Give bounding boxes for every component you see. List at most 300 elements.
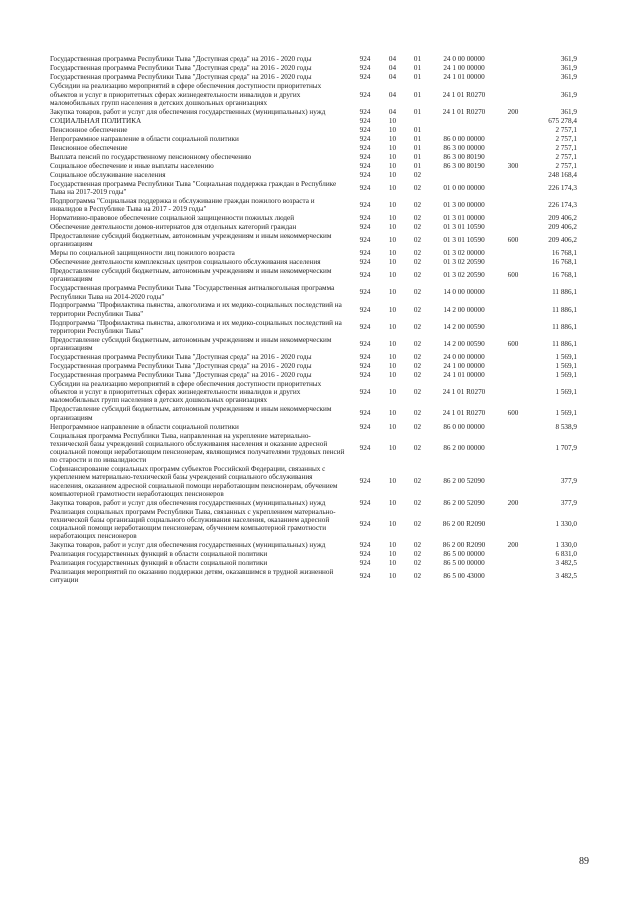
row-amount: 1 569,1	[555, 409, 577, 418]
row-section-code: 04	[388, 90, 397, 99]
row-amount: 2 757,1	[555, 161, 577, 170]
row-expense-type	[498, 214, 528, 223]
row-target-article: 86 3 00 80190	[443, 161, 485, 170]
row-subsection-code: 02	[413, 236, 422, 245]
row-target-article: 01 3 01 10590	[443, 222, 485, 231]
row-expense-type	[498, 301, 528, 318]
row-target-article	[430, 116, 498, 125]
row-target-article: 24 1 00 00000	[443, 64, 485, 73]
row-amount: 1 330,0	[555, 541, 577, 550]
row-section-code: 04	[388, 55, 397, 64]
row-name: Обеспечение деятельности домов-интернатов для отдельных категорий граждан	[50, 222, 297, 231]
row-section-code: 10	[388, 161, 397, 170]
budget-table-body	[50, 55, 605, 585]
row-ved-code: 924	[359, 90, 371, 99]
row-expense-type	[498, 125, 528, 134]
row-subsection-code: 02	[413, 258, 422, 267]
table-row	[50, 223, 605, 232]
row-name: Пенсионное обеспечение	[50, 125, 128, 134]
table-row	[50, 568, 605, 585]
row-expense-type: 200	[507, 107, 519, 116]
row-expense-type: 600	[507, 339, 519, 348]
row-name: Закупка товаров, работ и услуг для обеспечения государственных (муниципальных) нужд	[50, 498, 326, 507]
row-name: Непрограммное направление в области социальной политики	[50, 134, 239, 143]
page-number: 89	[579, 856, 589, 867]
row-subsection-code: 02	[413, 213, 422, 222]
row-expense-type: 300	[507, 161, 519, 170]
row-ved-code: 924	[359, 152, 371, 161]
row-expense-type	[498, 143, 528, 152]
row-section-code: 10	[388, 572, 397, 581]
table-row	[50, 267, 605, 284]
row-expense-type	[498, 134, 528, 143]
row-subsection-code: 02	[413, 183, 422, 192]
row-ved-code: 924	[359, 371, 371, 380]
row-ved-code: 924	[359, 339, 371, 348]
row-ved-code: 924	[359, 107, 371, 116]
row-ved-code: 924	[359, 322, 371, 331]
row-expense-type	[498, 196, 528, 213]
row-section-code: 10	[388, 213, 397, 222]
row-expense-type	[498, 431, 528, 465]
row-name: Нормативно-правовое обеспечение социальной защищенности пожилых людей	[50, 213, 295, 222]
row-target-article: 01 0 00 00000	[443, 183, 485, 192]
row-target-article: 14 2 00 00590	[443, 322, 485, 331]
row-subsection-code: 02	[413, 550, 422, 559]
row-ved-code: 924	[359, 362, 371, 371]
row-ved-code: 924	[359, 550, 371, 559]
row-ved-code: 924	[359, 559, 371, 568]
row-expense-type: 600	[507, 409, 519, 418]
row-ved-code: 924	[359, 249, 371, 258]
row-amount: 16 768,1	[551, 249, 577, 258]
row-name: Реализация мероприятий по оказанию поддержки детям, оказавшимся в трудной жизненной ситуации	[50, 568, 334, 585]
row-amount: 3 482,5	[555, 559, 577, 568]
row-section-code: 10	[388, 353, 397, 362]
row-amount: 361,9	[560, 55, 577, 64]
row-subsection-code: 02	[413, 305, 422, 314]
row-name: Государственная программа Республики Тыва "Доступная среда" на 2016 - 2020 годы	[50, 362, 312, 371]
row-subsection-code: 01	[413, 64, 422, 73]
row-target-article: 86 2 00 R2090	[442, 541, 486, 550]
row-target-article	[430, 170, 498, 179]
row-ved-code: 924	[359, 125, 371, 134]
row-name: Социальное обслуживание населения	[50, 170, 166, 179]
row-section-code: 10	[388, 550, 397, 559]
row-name: Реализация социальных программ Республики Тыва, связанных с укреплением материально-технической базы организаций социального обслуживания населения, оказанием адресной социальной помощи неработающим пенсионерам, обучением компьютерной грамотности неработающих пенсионеров	[50, 507, 336, 541]
row-section-code: 10	[388, 559, 397, 568]
row-name: Субсидии на реализацию мероприятий в сфере обеспечения доступности приоритетных объектов и услуг в приоритетных сферах жизнедеятельности инвалидов и других маломобильных групп населения в детских дошкольных организациях	[50, 380, 322, 405]
table-row	[50, 431, 605, 465]
row-target-article: 24 0 00 00000	[443, 55, 485, 64]
row-target-article: 86 3 00 00000	[443, 143, 485, 152]
table-row	[50, 335, 605, 352]
row-subsection-code: 02	[413, 322, 422, 331]
row-amount: 11 886,1	[552, 288, 577, 297]
row-target-article: 86 2 00 R2090	[442, 520, 486, 529]
row-section-code: 10	[388, 236, 397, 245]
row-name: Государственная программа Республики Тыва "Доступная среда" на 2016 - 2020 годы	[50, 55, 312, 64]
row-amount: 1 569,1	[555, 371, 577, 380]
row-subsection-code: 01	[413, 107, 422, 116]
row-target-article	[430, 125, 498, 134]
row-section-code: 04	[388, 64, 397, 73]
table-row	[50, 362, 605, 371]
row-ved-code: 924	[359, 55, 371, 64]
row-amount: 1 569,1	[555, 362, 577, 371]
row-target-article: 14 0 00 00000	[443, 288, 485, 297]
row-section-code: 10	[388, 271, 397, 280]
row-ved-code: 924	[359, 258, 371, 267]
row-ved-code: 924	[359, 64, 371, 73]
table-row	[50, 301, 605, 318]
row-section-code: 10	[388, 422, 397, 431]
row-name: Государственная программа Республики Тыва "Доступная среда" на 2016 - 2020 годы	[50, 371, 312, 380]
row-subsection-code: 01	[413, 134, 422, 143]
row-section-code: 10	[388, 322, 397, 331]
row-section-code: 10	[388, 371, 397, 380]
row-ved-code: 924	[359, 116, 371, 125]
table-row	[50, 507, 605, 541]
row-amount: 8 538,9	[555, 422, 577, 431]
row-name: Социальное обеспечение и иные выплаты населению	[50, 161, 214, 170]
row-amount: 3 482,5	[555, 572, 577, 581]
row-name: Непрограммное направление в области социальной политики	[50, 422, 239, 431]
row-expense-type: 600	[507, 271, 519, 280]
row-subsection-code: 01	[413, 73, 422, 82]
row-amount: 377,9	[560, 498, 577, 507]
row-name: Предоставление субсидий бюджетным, автономным учреждениям и иным некоммерческим организациям	[50, 335, 332, 353]
table-row	[50, 214, 605, 223]
row-amount: 11 886,1	[552, 305, 577, 314]
row-subsection-code: 02	[413, 388, 422, 397]
row-amount: 2 757,1	[555, 125, 577, 134]
row-subsection-code: 01	[413, 90, 422, 99]
row-amount: 11 886,1	[552, 322, 577, 331]
row-name: Государственная программа Республики Тыва "Доступная среда" на 2016 - 2020 годы	[50, 73, 312, 82]
row-expense-type	[498, 353, 528, 362]
row-expense-type	[498, 258, 528, 267]
row-amount: 361,9	[560, 64, 577, 73]
row-name: Предоставление субсидий бюджетным, автономным учреждениям и иным некоммерческим организациям	[50, 231, 332, 249]
row-section-code: 10	[388, 170, 397, 179]
row-ved-code: 924	[359, 200, 371, 209]
row-name: Софинансирование социальных программ субъектов Российской Федерации, связанных с укреплением материально-технической базы учреждений социального обслуживания населения, оказанием адресной социальной помощи неработающим пенсионерам, обучением компьютерной грамотности неработающих пенсионеров	[50, 465, 338, 498]
row-target-article: 86 5 00 43000	[443, 572, 485, 581]
table-row	[50, 353, 605, 362]
row-section-code: 10	[388, 288, 397, 297]
row-ved-code: 924	[359, 388, 371, 397]
row-amount: 361,9	[560, 107, 577, 116]
table-row	[50, 179, 605, 196]
row-expense-type	[498, 284, 528, 301]
row-expense-type	[498, 55, 528, 64]
table-row	[50, 107, 605, 116]
row-amount: 675 278,4	[548, 116, 577, 125]
row-ved-code: 924	[359, 541, 371, 550]
row-section-code: 10	[388, 258, 397, 267]
row-amount: 2 757,1	[555, 143, 577, 152]
row-target-article: 01 3 02 20590	[443, 258, 485, 267]
row-name: Реализация государственных функций в области социальной политики	[50, 550, 268, 559]
row-amount: 226 174,3	[548, 200, 577, 209]
row-ved-code: 924	[359, 443, 371, 452]
row-subsection-code: 02	[413, 572, 422, 581]
row-expense-type	[498, 170, 528, 179]
row-name: Государственная программа Республики Тыва "Социальная поддержка граждан в Республике Тыва на 2017-2019 годы"	[50, 179, 337, 196]
row-amount: 2 757,1	[555, 152, 577, 161]
row-expense-type	[498, 318, 528, 335]
row-expense-type	[498, 73, 528, 82]
table-row	[50, 73, 605, 82]
row-section-code: 04	[388, 73, 397, 82]
row-name: Подпрограмма "Профилактика пьянства, алкоголизма и их медико-социальных последствий на территории Республики Тыва"	[50, 301, 342, 318]
row-section-code: 10	[388, 143, 397, 152]
table-row	[50, 465, 605, 499]
table-row	[50, 258, 605, 267]
table-row	[50, 550, 605, 559]
row-ved-code: 924	[359, 143, 371, 152]
table-row	[50, 422, 605, 431]
row-expense-type	[498, 249, 528, 258]
row-subsection-code: 01	[413, 55, 422, 64]
row-ved-code: 924	[359, 409, 371, 418]
table-row	[50, 405, 605, 422]
row-ved-code: 924	[359, 305, 371, 314]
row-amount: 209 406,2	[548, 222, 577, 231]
row-expense-type	[498, 152, 528, 161]
row-amount: 226 174,3	[548, 183, 577, 192]
row-subsection-code: 02	[413, 541, 422, 550]
row-section-code: 04	[388, 107, 397, 116]
row-target-article: 01 3 01 10590	[443, 236, 485, 245]
table-row	[50, 64, 605, 73]
table-row	[50, 541, 605, 550]
row-amount: 1 569,1	[555, 388, 577, 397]
table-row	[50, 232, 605, 249]
row-target-article: 86 2 00 52090	[443, 498, 485, 507]
row-section-code: 10	[388, 520, 397, 529]
row-name: Субсидии на реализацию мероприятий в сфере обеспечения доступности приоритетных объектов и услуг в приоритетных сферах жизнедеятельности инвалидов и других маломобильных групп населения в детских дошкольных организациях	[50, 82, 322, 107]
row-name: Меры по социальной защищенности лиц пожилого возраста	[50, 249, 235, 258]
row-amount: 16 768,1	[551, 271, 577, 280]
table-row	[50, 116, 605, 125]
row-target-article: 24 1 01 R0270	[442, 409, 486, 418]
row-section-code: 10	[388, 249, 397, 258]
row-ved-code: 924	[359, 170, 371, 179]
row-ved-code: 924	[359, 222, 371, 231]
row-section-code: 10	[388, 477, 397, 486]
row-target-article: 24 1 01 R0270	[442, 107, 486, 116]
row-section-code: 10	[388, 339, 397, 348]
table-row	[50, 170, 605, 179]
row-section-code: 10	[388, 125, 397, 134]
row-target-article: 01 3 01 00000	[443, 213, 485, 222]
table-row	[50, 371, 605, 380]
budget-table	[50, 55, 605, 585]
row-ved-code: 924	[359, 422, 371, 431]
row-name: Социальная программа Республики Тыва, направленная на укрепление материально-технической базы учреждений социального обслуживания населения и оказание адресной социальной помощи неработающим пенсионерам, являющимся получателями трудовых пенсий по старости и по инвалидности	[50, 431, 345, 465]
row-expense-type	[498, 422, 528, 431]
row-section-code: 10	[388, 222, 397, 231]
row-target-article: 01 3 02 20590	[443, 271, 485, 280]
row-section-code: 10	[388, 305, 397, 314]
row-name: Государственная программа Республики Тыва "Государственная антиалкогольная программа Республики Тыва на 2014-2020 годы"	[50, 284, 335, 301]
table-row	[50, 134, 605, 143]
table-row	[50, 318, 605, 335]
table-row	[50, 55, 605, 64]
row-ved-code: 924	[359, 161, 371, 170]
row-amount: 1 330,0	[555, 520, 577, 529]
row-expense-type	[498, 380, 528, 405]
row-subsection-code: 01	[413, 143, 422, 152]
row-amount: 361,9	[560, 90, 577, 99]
row-target-article: 24 1 00 00000	[443, 362, 485, 371]
row-subsection-code	[405, 116, 430, 125]
row-name: Реализация государственных функций в области социальной политики	[50, 559, 268, 568]
row-subsection-code: 01	[413, 152, 422, 161]
row-subsection-code: 02	[413, 443, 422, 452]
table-row	[50, 380, 605, 405]
row-subsection-code: 02	[413, 288, 422, 297]
table-row	[50, 284, 605, 301]
row-ved-code: 924	[359, 271, 371, 280]
row-ved-code: 924	[359, 236, 371, 245]
row-ved-code: 924	[359, 183, 371, 192]
row-target-article: 24 1 01 R0270	[442, 90, 486, 99]
row-expense-type	[498, 465, 528, 499]
row-amount: 1 569,1	[555, 353, 577, 362]
table-row	[50, 161, 605, 170]
row-target-article: 01 3 02 00000	[443, 249, 485, 258]
row-expense-type	[498, 116, 528, 125]
table-row	[50, 82, 605, 107]
row-target-article: 86 3 00 80190	[443, 152, 485, 161]
row-target-article: 86 5 00 00000	[443, 550, 485, 559]
row-subsection-code: 02	[413, 353, 422, 362]
row-subsection-code: 02	[413, 339, 422, 348]
row-amount: 361,9	[560, 73, 577, 82]
row-subsection-code: 02	[413, 371, 422, 380]
row-target-article: 86 2 00 00000	[443, 443, 485, 452]
row-target-article: 86 5 00 00000	[443, 559, 485, 568]
row-name: Предоставление субсидий бюджетным, автономным учреждениям и иным некоммерческим организациям	[50, 267, 332, 284]
row-target-article: 86 0 00 00000	[443, 134, 485, 143]
row-section-code: 10	[388, 134, 397, 143]
row-expense-type	[498, 362, 528, 371]
row-section-code: 10	[388, 388, 397, 397]
row-amount: 2 757,1	[555, 134, 577, 143]
row-amount: 6 831,0	[555, 550, 577, 559]
row-expense-type: 200	[507, 541, 519, 550]
row-expense-type	[498, 559, 528, 568]
table-row	[50, 125, 605, 134]
row-name: Пенсионное обеспечение	[50, 143, 128, 152]
row-target-article: 24 1 01 R0270	[442, 388, 486, 397]
row-ved-code: 924	[359, 73, 371, 82]
row-expense-type	[498, 371, 528, 380]
table-row	[50, 559, 605, 568]
row-target-article: 24 1 01 00000	[443, 73, 485, 82]
row-section-code: 10	[388, 116, 397, 125]
row-expense-type	[498, 64, 528, 73]
row-ved-code: 924	[359, 213, 371, 222]
table-row	[50, 196, 605, 213]
row-ved-code: 924	[359, 288, 371, 297]
row-subsection-code: 02	[413, 409, 422, 418]
budget-table-page	[50, 55, 605, 585]
row-name: СОЦИАЛЬНАЯ ПОЛИТИКА	[50, 116, 142, 125]
row-ved-code: 924	[359, 572, 371, 581]
row-section-code: 10	[388, 443, 397, 452]
row-name: Закупка товаров, работ и услуг для обеспечения государственных (муниципальных) нужд	[50, 541, 326, 550]
row-name: Предоставление субсидий бюджетным, автономным учреждениям и иным некоммерческим организациям	[50, 405, 332, 422]
row-amount: 248 168,4	[548, 170, 577, 179]
row-target-article: 86 0 00 00000	[443, 422, 485, 431]
row-subsection-code: 02	[413, 222, 422, 231]
row-expense-type	[498, 550, 528, 559]
row-amount: 1 707,9	[555, 443, 577, 452]
row-subsection-code: 02	[413, 200, 422, 209]
row-subsection-code: 02	[413, 170, 422, 179]
row-name: Государственная программа Республики Тыва "Доступная среда" на 2016 - 2020 годы	[50, 353, 312, 362]
row-name: Государственная программа Республики Тыва "Доступная среда" на 2016 - 2020 годы	[50, 64, 312, 73]
row-section-code: 10	[388, 498, 397, 507]
row-section-code: 10	[388, 541, 397, 550]
table-row	[50, 249, 605, 258]
row-ved-code: 924	[359, 353, 371, 362]
row-ved-code: 924	[359, 134, 371, 143]
row-name: Выплата пенсий по государственному пенсионному обеспечению	[50, 152, 252, 161]
row-section-code: 10	[388, 152, 397, 161]
row-expense-type: 600	[507, 236, 519, 245]
row-subsection-code: 02	[413, 477, 422, 486]
row-subsection-code: 02	[413, 362, 422, 371]
row-section-code: 10	[388, 183, 397, 192]
row-expense-type	[498, 507, 528, 541]
row-subsection-code: 01	[413, 161, 422, 170]
table-row	[50, 143, 605, 152]
row-subsection-code: 02	[413, 520, 422, 529]
row-subsection-code: 02	[413, 498, 422, 507]
row-expense-type: 200	[507, 498, 519, 507]
table-row	[50, 152, 605, 161]
row-name: Подпрограмма "Социальная поддержка и обслуживание граждан пожилого возраста и инвалидов в Республике Тыва на 2017 - 2019 годы"	[50, 196, 315, 213]
row-expense-type	[498, 179, 528, 196]
row-amount: 209 406,2	[548, 236, 577, 245]
row-amount: 11 886,1	[552, 339, 577, 348]
row-expense-type	[498, 568, 528, 585]
row-expense-type	[498, 223, 528, 232]
row-target-article: 14 2 00 00590	[443, 339, 485, 348]
row-ved-code: 924	[359, 477, 371, 486]
row-subsection-code: 01	[413, 125, 422, 134]
row-target-article: 24 1 01 00000	[443, 371, 485, 380]
row-section-code: 10	[388, 409, 397, 418]
row-amount: 209 406,2	[548, 213, 577, 222]
row-target-article: 14 2 00 00000	[443, 305, 485, 314]
row-name: Подпрограмма "Профилактика пьянства, алкоголизма и их медико-социальных последствий на территории Республики Тыва"	[50, 318, 342, 335]
row-target-article: 01 3 00 00000	[443, 200, 485, 209]
row-name: Обеспечение деятельности комплексных центров социального обслуживания населения	[50, 258, 321, 267]
row-target-article: 86 2 00 52090	[443, 477, 485, 486]
row-subsection-code: 02	[413, 271, 422, 280]
row-subsection-code: 02	[413, 559, 422, 568]
table-row	[50, 498, 605, 507]
row-target-article: 24 0 00 00000	[443, 353, 485, 362]
row-ved-code: 924	[359, 498, 371, 507]
row-subsection-code: 02	[413, 422, 422, 431]
